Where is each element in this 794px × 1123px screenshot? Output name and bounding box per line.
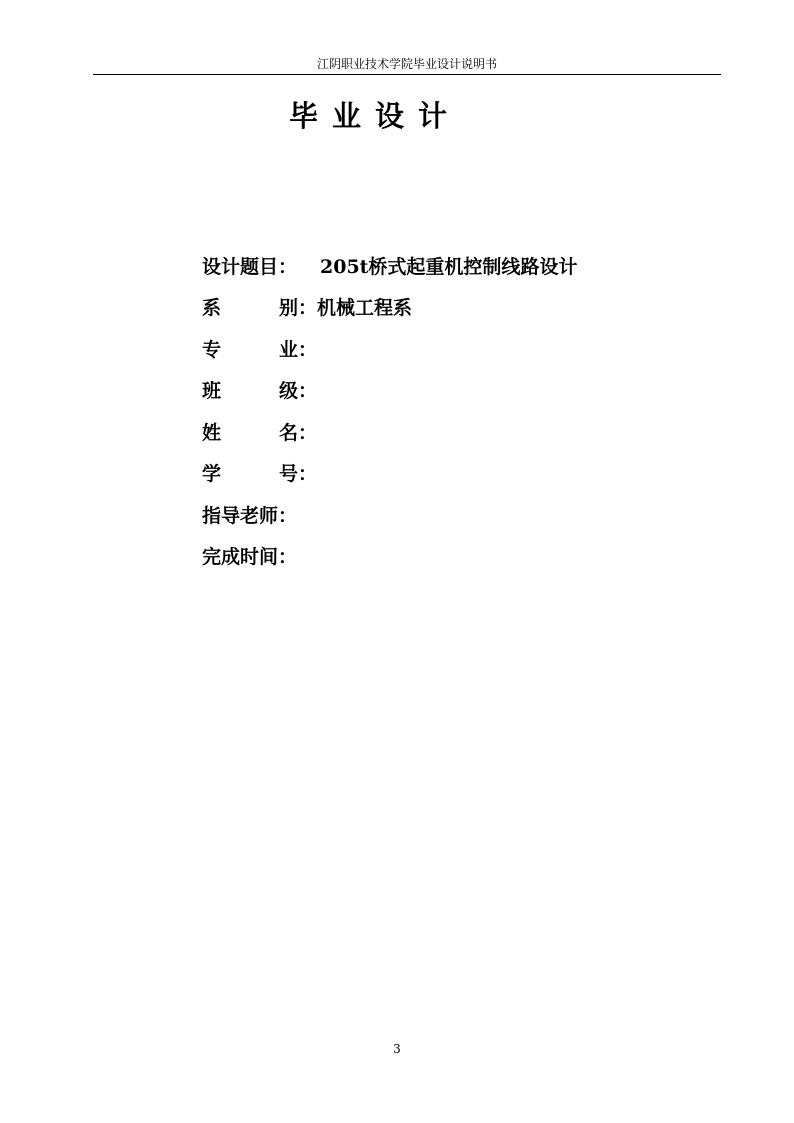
- field-completion-time: [202, 542, 297, 568]
- field-completion-time-label: 完成时间：: [202, 545, 298, 568]
- field-major-colon: ：: [298, 338, 318, 361]
- field-department-label-char-2: 别: [278, 296, 298, 319]
- field-class-label-char-1: 班: [202, 379, 222, 402]
- running-header-text: 江阴职业技术学院毕业设计说明书: [316, 57, 497, 71]
- field-class: [202, 376, 317, 402]
- field-major-label: [202, 335, 298, 362]
- field-student-id: [202, 459, 317, 485]
- field-department: [202, 293, 412, 319]
- field-name-label-char-1: 姓: [202, 421, 222, 444]
- field-topic-value: 205t桥式起重机控制线路设计: [320, 255, 578, 278]
- field-department-colon: ：: [298, 296, 318, 319]
- field-name: [202, 418, 317, 444]
- field-major-label-char-1: 专: [202, 338, 222, 361]
- field-student-id-label-char-1: 学: [202, 462, 222, 485]
- field-class-label-char-2: 级: [278, 379, 298, 402]
- field-topic: [202, 252, 577, 278]
- field-department-value: 机械工程系: [317, 296, 413, 319]
- field-class-label: [202, 376, 298, 403]
- field-advisor: [202, 501, 297, 527]
- running-header: [93, 52, 721, 75]
- field-name-label: [202, 418, 298, 445]
- page-number: 3: [393, 1042, 401, 1056]
- field-major-label-char-2: 业: [278, 338, 298, 361]
- field-name-label-char-2: 名: [278, 421, 298, 444]
- field-topic-label: 设计题目：: [202, 255, 298, 278]
- field-advisor-label: 指导老师：: [202, 504, 298, 527]
- field-class-colon: ：: [298, 379, 318, 402]
- field-student-id-label: [202, 459, 298, 486]
- field-major: [202, 335, 317, 361]
- field-student-id-label-char-2: 号: [278, 462, 298, 485]
- field-student-id-colon: ：: [298, 462, 318, 485]
- field-name-colon: ：: [298, 421, 318, 444]
- field-department-label: [202, 293, 298, 320]
- document-title: 毕业设计: [288, 99, 461, 133]
- field-department-label-char-1: 系: [202, 296, 222, 319]
